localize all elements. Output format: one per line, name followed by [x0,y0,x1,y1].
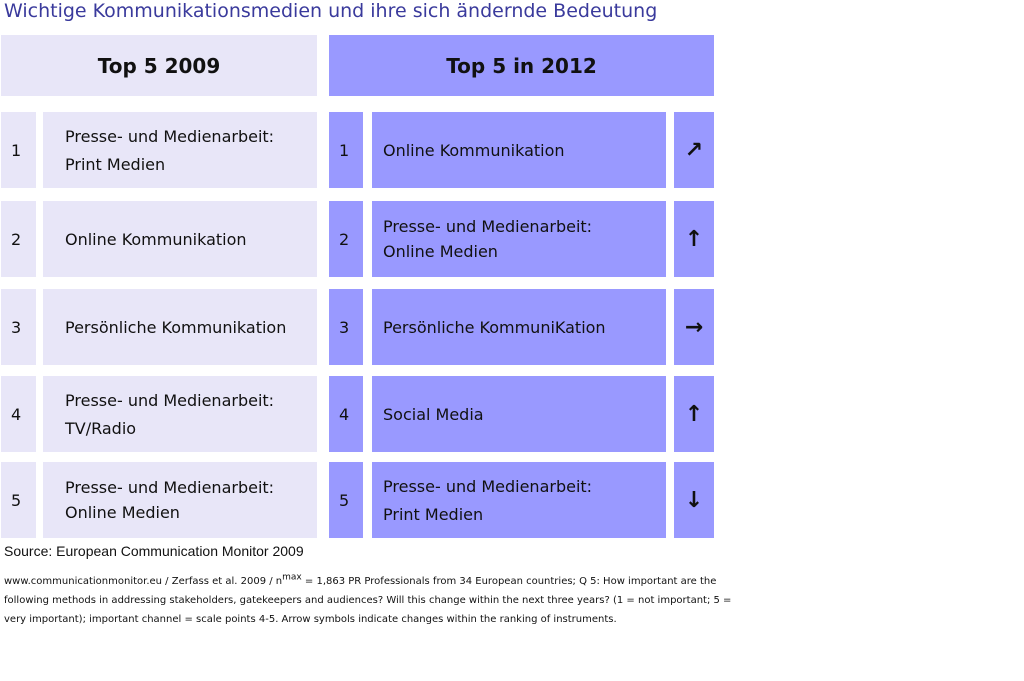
rank-label: 1 [339,140,350,160]
left-item-1 [43,112,317,188]
rank-label: 4 [339,404,350,424]
right-rank-4 [329,376,363,452]
left-item-4 [43,376,317,452]
rank-label: 3 [339,317,350,337]
left-rank-1 [1,112,36,188]
right-rank-2 [329,201,363,277]
left-rank-2 [1,201,36,277]
arrow-glyph: → [684,314,704,340]
rank-label: 4 [11,404,22,424]
header-2009 [1,35,317,96]
item-line1: Online Kommunikation [65,229,247,249]
arrow-glyph: ↗ [684,137,704,163]
arrow-up-right-icon [674,112,714,188]
page-title: Wichtige Kommunikationsmedien und ihre sich ändernde Bedeutung [4,0,658,22]
right-item-5 [372,462,666,538]
arrow-up-icon [674,201,714,277]
arrow-glyph: ↑ [684,401,704,427]
methodology-note [4,572,734,629]
item-line2: Print Medien [383,504,484,524]
left-item-3 [43,289,317,365]
item-line1: Presse- und Medienarbeit: [65,126,275,146]
item-line2: Online Medien [383,242,498,261]
right-item-1 [372,112,666,188]
right-rank-3 [329,289,363,365]
header-2009-label: Top 5 2009 [97,53,221,78]
item-line1: Social Media [383,404,484,424]
right-item-3 [372,289,666,365]
left-rank-5 [1,462,36,538]
left-rank-4 [1,376,36,452]
arrow-right-icon [674,289,714,365]
left-item-2 [43,201,317,277]
rank-label: 2 [339,229,350,249]
right-rank-1 [329,112,363,188]
item-line2: Online Medien [65,503,180,522]
item-line1: Presse- und Medienarbeit: [383,217,593,236]
rank-label: 5 [339,490,350,510]
right-rank-5 [329,462,363,538]
rank-label: 1 [11,140,22,160]
item-line1: Presse- und Medienarbeit: [383,476,593,496]
rank-label: 2 [11,229,22,249]
item-line1: Persönliche Kommunikation [65,317,287,337]
arrow-glyph: ↑ [684,226,704,252]
item-line1: Online Kommunikation [383,140,565,160]
arrow-down-icon [674,462,714,538]
item-line2: Print Medien [65,154,166,174]
right-item-4 [372,376,666,452]
header-2012 [329,35,714,96]
rank-label: 3 [11,317,22,337]
note-text-a: www.communicationmonitor.eu / Zerfass et al. 2009 / n [4,576,283,587]
note-superscript: max [282,572,302,583]
left-item-5 [43,462,317,538]
item-line1: Persönliche KommuniKation [383,317,606,337]
note-text-b: = 1,863 PR Professionals from 34 European countries; Q 5: How important are the following methods in addressing stakeholders, gatekeepers and audiences? Will this change within the next three years? (1 = not important; 5 = very important); important channel = scale points 4-5. Arrow symbols indicate changes within the ranking of instruments. [4,576,732,625]
item-line1: Presse- und Medienarbeit: [65,390,275,410]
arrow-up-icon [674,376,714,452]
arrow-glyph: ↓ [684,487,704,513]
source-caption: Source: European Communication Monitor 2009 [4,543,304,559]
item-line1: Presse- und Medienarbeit: [65,478,275,497]
left-rank-3 [1,289,36,365]
rank-label: 5 [11,490,22,510]
right-item-2 [372,201,666,277]
header-2012-label: Top 5 in 2012 [446,53,597,78]
item-line2: TV/Radio [65,418,137,438]
